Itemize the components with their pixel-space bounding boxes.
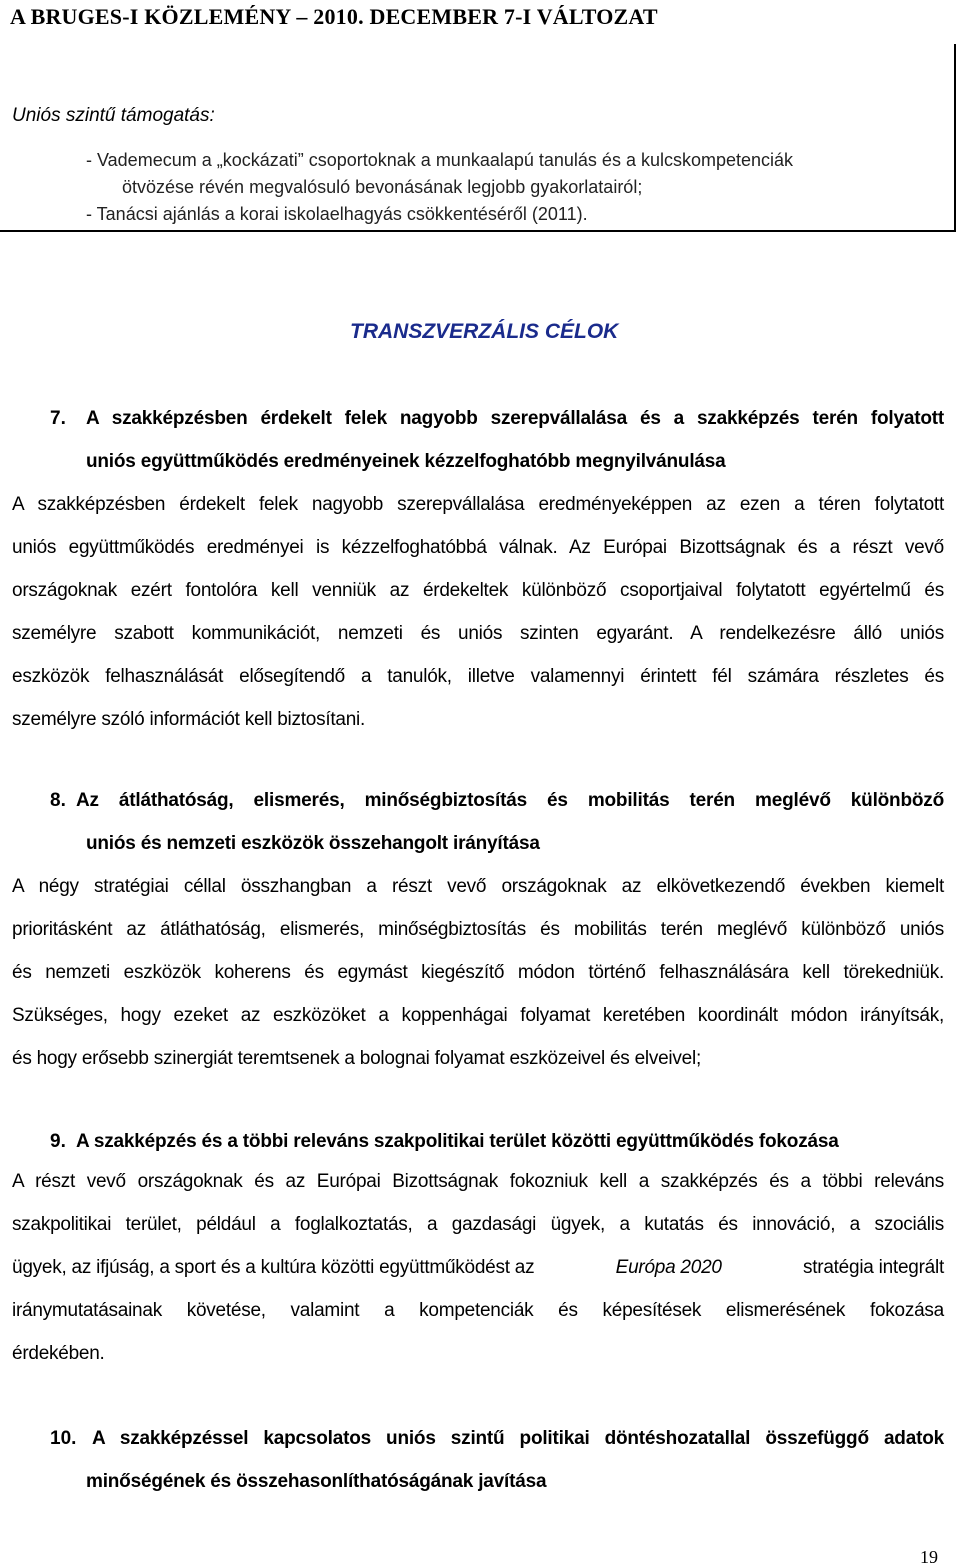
section-8-body-line: A négy stratégiai céllal összhangban a részt vevő országoknak az elkövetkezendő években kiemelt: [12, 876, 944, 897]
section-8-title-line-1: Az átláthatóság, elismerés, minőségbiztosítás és mobilitás terén meglévő különböző: [76, 790, 944, 811]
section-8-body-line: Szükséges, hogy ezeket az eszközöket a koppenhágai folyamat keretében koordinált módon irányítsák,: [12, 1005, 944, 1026]
page-number: 19: [920, 1547, 938, 1567]
section-8-body-line: prioritásként az átláthatóság, elismerés, minőségbiztosítás és mobilitás terén meglévő különböző uniós: [12, 919, 944, 940]
section-7-body-line: országoknak ezért fontolóra kell venniük az érdekeltek különböző csoportjaival folytatott egyértelmű és: [12, 580, 944, 601]
section-7-title-line-1: A szakképzésben érdekelt felek nagyobb szerepvállalása és a szakképzés terén folyatott: [86, 408, 944, 429]
document-title: A BRUGES-I KÖZLEMÉNY – 2010. DECEMBER 7-I VÁLTOZAT: [10, 4, 658, 29]
section-7-body-line: személyre szóló információt kell biztosítani.: [12, 709, 366, 730]
section-7-number: 7.: [50, 408, 66, 429]
section-7-body-line: A szakképzésben érdekelt felek nagyobb szerepvállalása eredményeképpen az ezen a téren folytatott: [12, 494, 944, 515]
section-8-title-line-2: uniós és nemzeti eszközök összehangolt irányítása: [86, 833, 540, 854]
section-heading: TRANSZVERZÁLIS CÉLOK: [350, 320, 619, 343]
support-item-2: - Tanácsi ajánlás a korai iskolaelhagyás csökkentéséről (2011).: [86, 204, 588, 224]
section-10-title-line-2: minőségének és összehasonlíthatóságának javítása: [86, 1471, 547, 1492]
section-9-body-line: [12, 1257, 944, 1279]
europe-2020-italic: Európa 2020: [615, 1257, 722, 1278]
section-9-title: A szakképzés és a többi releváns szakpolitikai terület közötti együttműködés fokozása: [76, 1131, 839, 1152]
support-item-1-cont: ötvözése révén megvalósuló bevonásának legjobb gyakorlatairól;: [122, 177, 643, 197]
section-9-body-line: iránymutatásainak követése, valamint a kompetenciák és képesítések elismerésének fokozása: [12, 1300, 944, 1321]
section-10-title-line-1: A szakképzéssel kapcsolatos uniós szintű politikai döntéshozatallal összefüggő adatok: [92, 1428, 944, 1449]
section-9-body-line: érdekében.: [12, 1343, 105, 1364]
section-7-title-line-2: uniós együttműködés eredményeinek kézzelfoghatóbb megnyilvánulása: [86, 451, 726, 472]
section-9-body-line-3-end: stratégia integrált: [802, 1257, 944, 1278]
section-7-body-line: személyre szabott kommunikációt, nemzeti és uniós szinten egyaránt. A rendelkezésre álló uniós: [12, 623, 944, 644]
section-7-body-line: uniós együttműködés eredményei is kézzelfoghatóbbá válnak. Az Európai Bizottságnak és a részt vevő: [12, 537, 944, 558]
section-8-body-line: és hogy erősebb szinergiát teremtsenek a bolognai folyamat eszközeivel és elveivel;: [12, 1048, 701, 1069]
section-9-body-line: szakpolitikai terület, például a foglalkoztatás, a gazdasági ügyek, a kutatás és innováció, a szociális: [12, 1214, 944, 1235]
section-9-body-line-3-start: ügyek, az ifjúság, a sport és a kultúra közötti együttműködést az: [12, 1257, 535, 1278]
section-8-body-line: és nemzeti eszközök koherens és egymást kiegészítő módon történő felhasználására kell törekedniük.: [12, 962, 944, 983]
section-9-body-line: A részt vevő országoknak és az Európai Bizottságnak fokozniuk kell a szakképzés és a többi releváns: [12, 1171, 944, 1192]
support-item-1: - Vademecum a „kockázati” csoportoknak a munkaalapú tanulás és a kulcskompetenciák: [86, 150, 794, 170]
section-10-number: 10.: [50, 1428, 77, 1449]
section-8-number: 8.: [50, 790, 66, 811]
support-box-title: Uniós szintű támogatás:: [12, 105, 215, 126]
section-7-body-line: eszközök felhasználását elősegítendő a tanulók, illetve valamennyi érintett fél számára részletes és: [12, 666, 944, 687]
section-9-number: 9.: [50, 1131, 66, 1152]
